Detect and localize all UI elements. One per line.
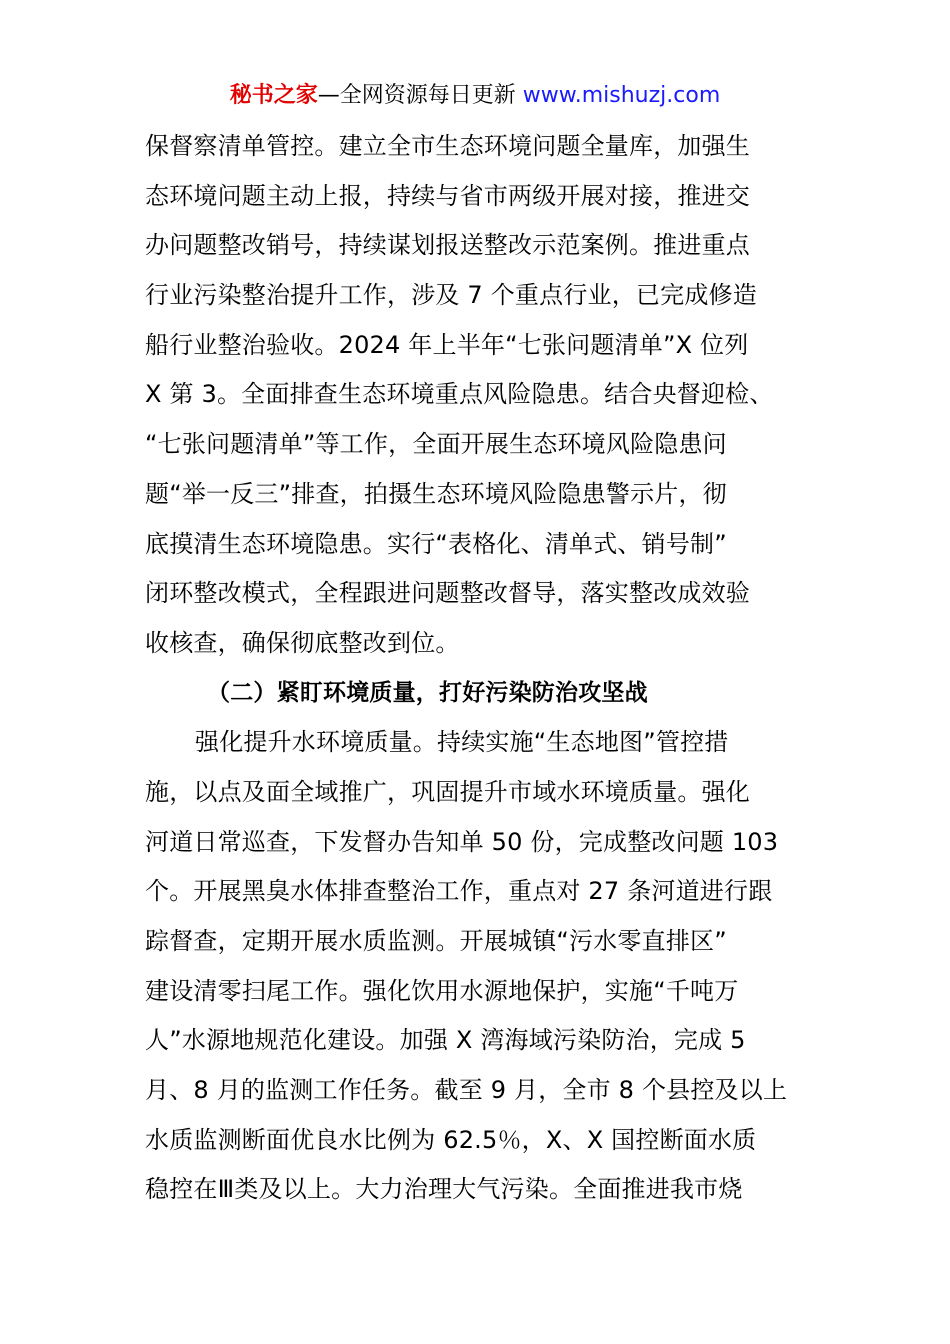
text-line: 建设清零扫尾工作。强化饮用水源地保护，实施“千吨万 [145, 976, 739, 1005]
text-line: 施，以点及面全域推广，巩固提升市域水环境质量。强化 [145, 777, 750, 806]
text-line: X 第 3。全面排查生态环境重点风险隐患。结合央督迎检、 [145, 380, 774, 409]
text-line: 人”水源地规范化建设。加强 X 湾海域污染防治，完成 5 [145, 1026, 746, 1055]
text-line: 踪督查，定期开展水质监测。开展城镇“污水零直排区” [145, 927, 727, 955]
site-brand-name: 秘书之家 [229, 83, 318, 108]
paragraph-first-line: 强化提升水环境质量。持续实施“生态地图”管控措 [195, 728, 729, 757]
site-tagline: —全网资源每日更新 [317, 83, 523, 108]
text-line: 河道日常巡查，下发督办告知单 50 份，完成整改问题 103 [145, 827, 779, 856]
text-line: 办问题整改销号，持续谋划报送整改示范案例。推进重点 [145, 231, 750, 260]
text-line: 收核查，确保彻底整改到位。 [145, 628, 460, 657]
document-body [145, 122, 810, 1215]
text-line: 船行业整治验收。2024 年上半年“七张问题清单”X 位列 [145, 330, 749, 359]
text-line: 态环境问题主动上报，持续与省市两级开展对接，推进交 [145, 181, 750, 210]
text-line: 月、8 月的监测工作任务。截至 9 月，全市 8 个县控及以上 [145, 1076, 788, 1105]
text-line: 底摸清生态环境隐患。实行“表格化、清单式、销号制” [145, 529, 727, 558]
site-url-link[interactable]: www.mishuzj.com [522, 83, 721, 108]
text-line: 稳控在Ⅲ类及以上。大力治理大气污染。全面推进我市烧 [145, 1175, 743, 1204]
text-line: 行业污染整治提升工作，涉及 7 个重点行业，已完成修造 [145, 281, 757, 310]
text-line: 个。开展黑臭水体排查整治工作，重点对 27 条河道进行跟 [145, 877, 773, 906]
text-line: 保督察清单管控。建立全市生态环境问题全量库，加强生 [145, 132, 750, 160]
text-line: “七张问题清单”等工作，全面开展生态环境风险隐患问 [145, 430, 727, 459]
text-line: 闭环整改模式，全程跟进问题整改督导，落实整改成效验 [145, 579, 750, 608]
site-watermark-header [0, 80, 950, 112]
text-line: 题“举一反三”排查，拍摄生态环境风险隐患警示片，彻 [145, 479, 727, 508]
section-heading: （二）紧盯环境质量，打好污染防治攻坚战 [207, 679, 648, 706]
text-line: 水质监测断面优良水比例为 62.5％，X、X 国控断面水质 [145, 1125, 757, 1154]
